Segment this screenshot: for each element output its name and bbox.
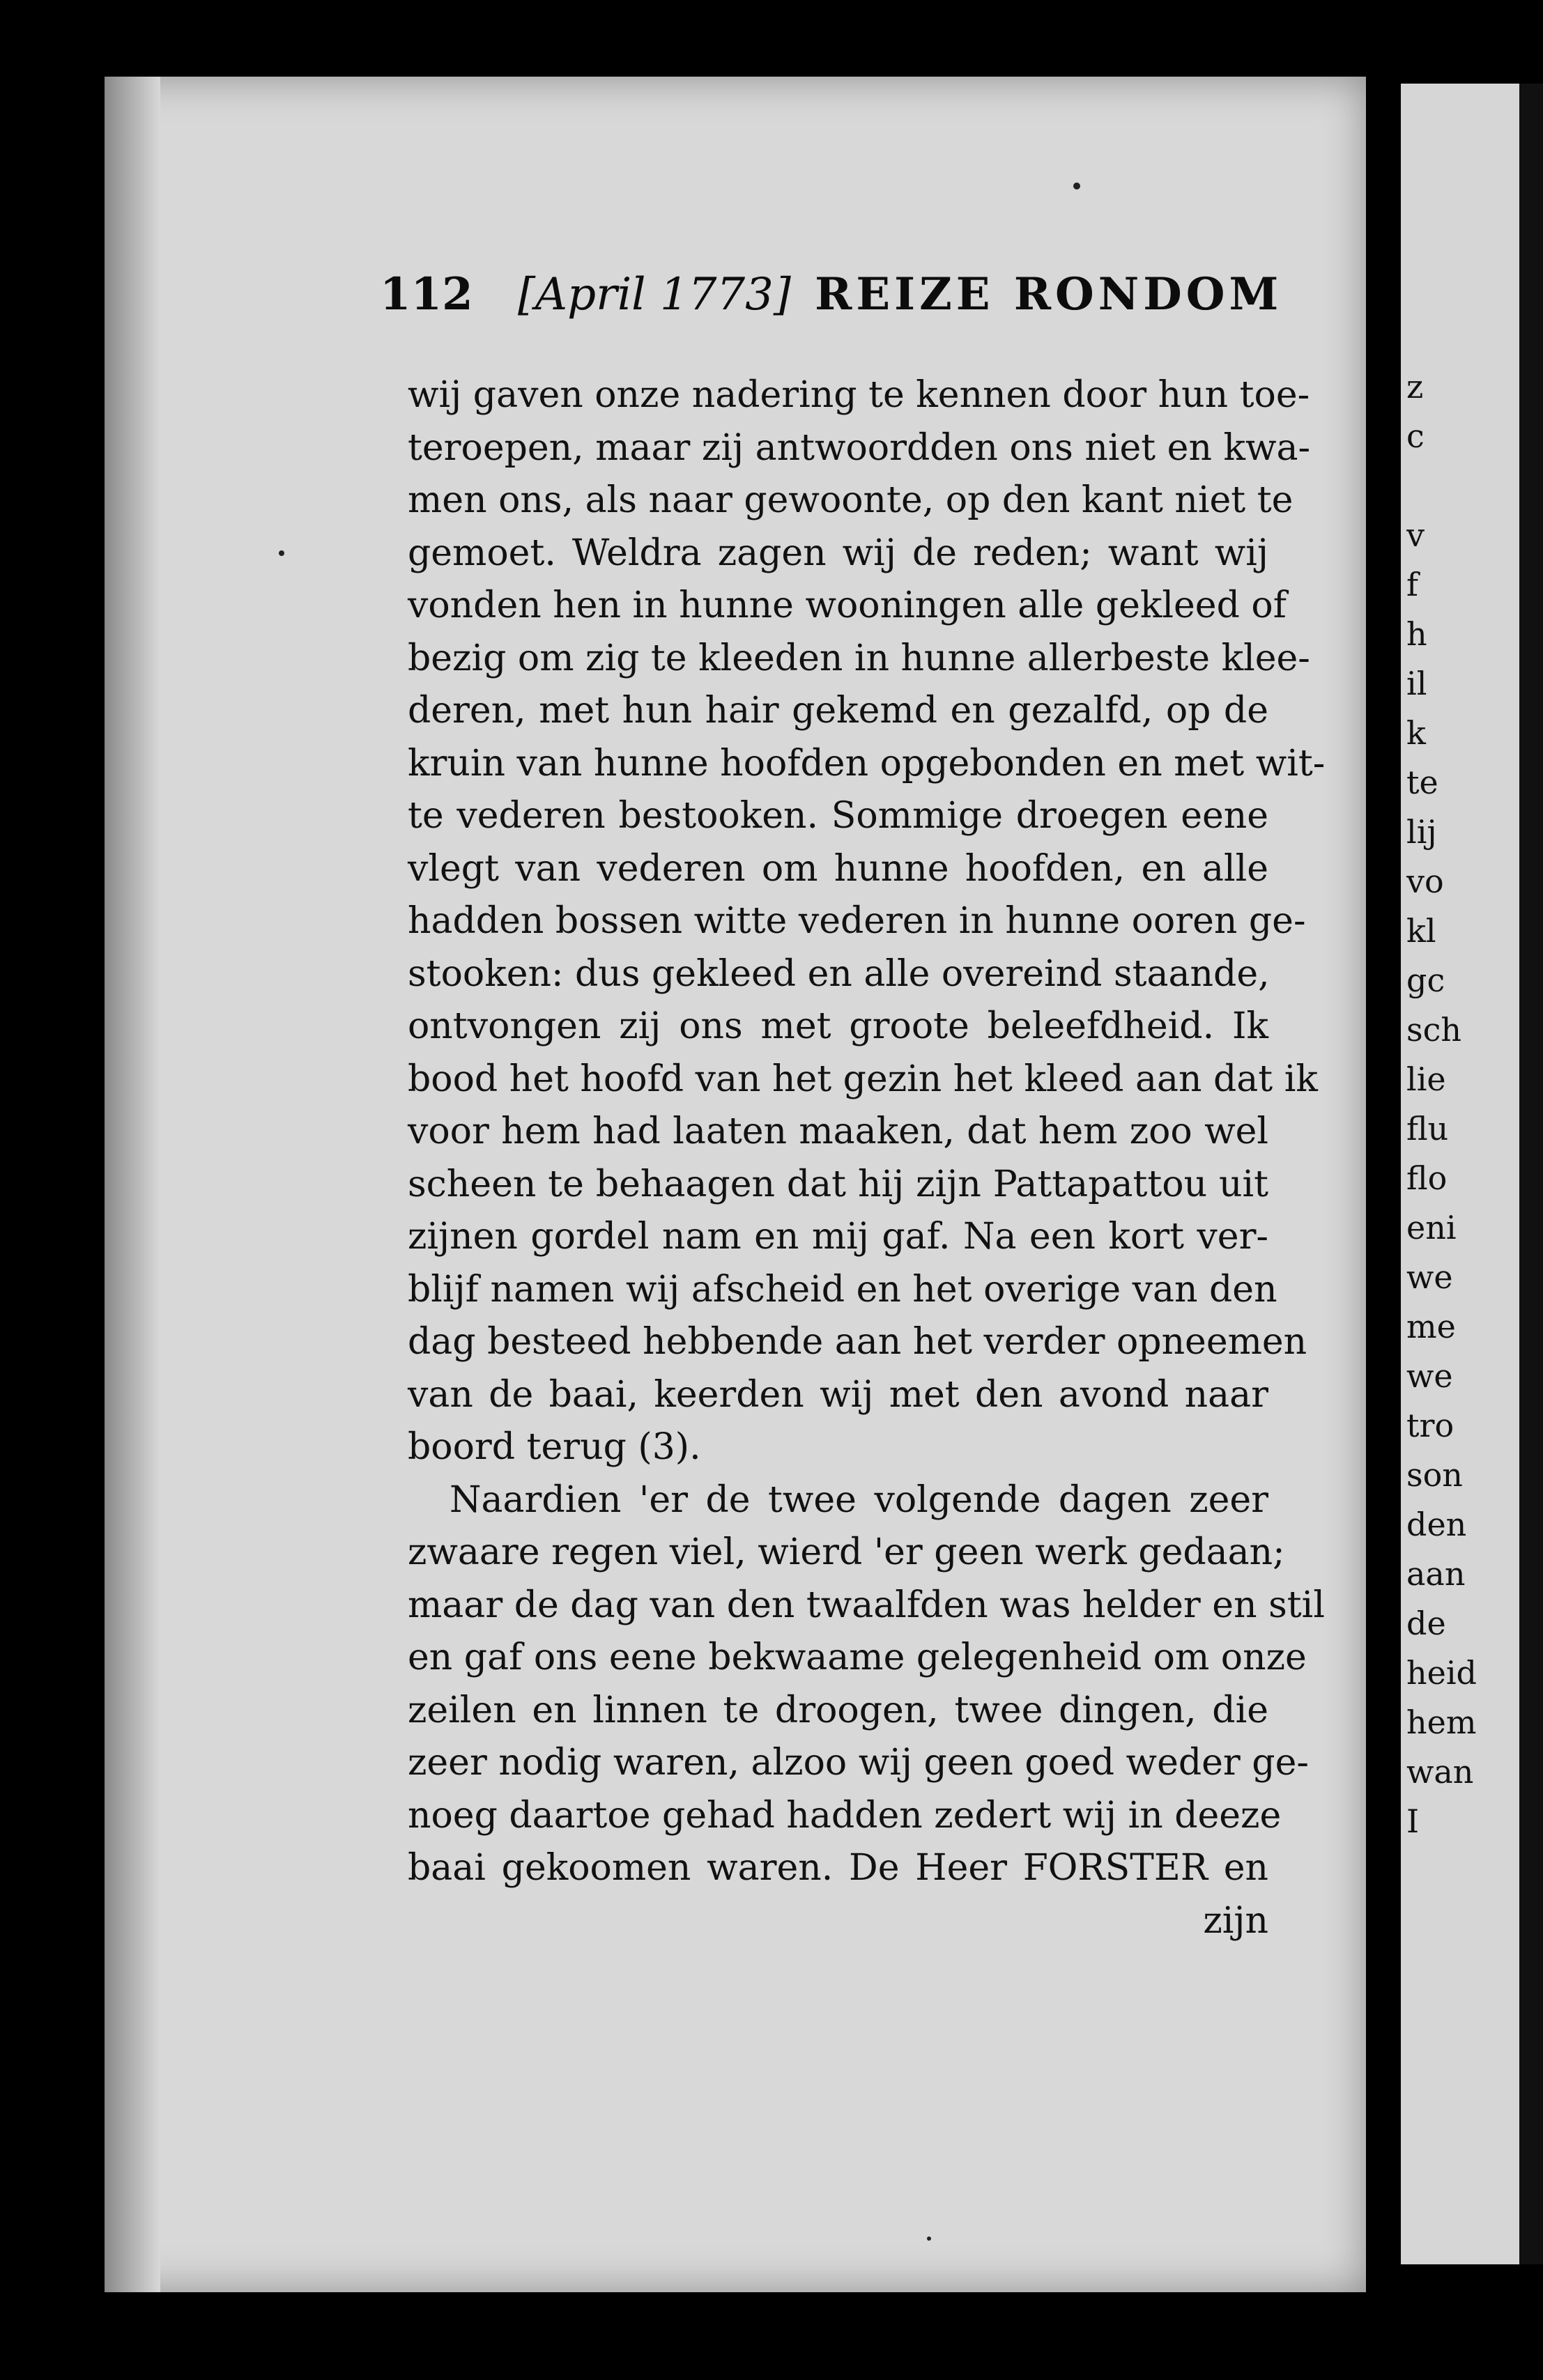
facing-line: il: [1406, 665, 1427, 702]
text-line: en gaf ons eene bekwaame gelegenheid om onze: [408, 1637, 1307, 1678]
facing-line: wan: [1406, 1753, 1474, 1791]
ink-speck: [1073, 183, 1080, 190]
facing-line: kl: [1406, 912, 1436, 950]
facing-line: tro: [1406, 1407, 1454, 1444]
facing-line: me: [1406, 1308, 1456, 1345]
text-line: dag besteed hebbende aan het verder opneemen: [408, 1321, 1307, 1363]
page-gutter-shadow: [105, 77, 160, 2292]
facing-line: lij: [1406, 813, 1437, 851]
text-line: noeg daartoe gehad hadden zedert wij in deeze: [408, 1794, 1282, 1837]
text-line: voor hem had laaten maaken, dat hem zoo wel: [408, 1111, 1268, 1152]
text-line: bezig om zig te kleeden in hunne allerbeste klee-: [408, 637, 1310, 679]
text-line: te vederen bestooken. Sommige droegen eene: [408, 795, 1268, 837]
text-line: vlegt van vederen om hunne hoofden, en alle: [408, 847, 1268, 890]
body-text: [408, 369, 1326, 1972]
text-line: baai gekoomen waren. De Heer FORSTER en: [408, 1847, 1268, 1889]
facing-line: z: [1406, 368, 1424, 405]
text-line: blijf namen wij afscheid en het overige van den: [408, 1268, 1277, 1311]
ink-speck: [927, 2236, 931, 2241]
text-line: maar de dag van den twaalfden was helder en stil: [408, 1584, 1325, 1626]
text-line: zeilen en linnen te droogen, twee dingen, die: [408, 1689, 1268, 1731]
text-line: deren, met hun hair gekemd en gezalfd, op de: [408, 690, 1268, 732]
facing-line: eni: [1406, 1209, 1457, 1246]
text-line: Naardien 'er de twee volgende dagen zeer: [450, 1478, 1268, 1521]
facing-line: heid: [1406, 1654, 1477, 1692]
facing-line: te: [1406, 764, 1438, 801]
facing-line: I: [1406, 1802, 1420, 1840]
facing-line: [1406, 461, 1525, 511]
facing-page-text: [1406, 362, 1525, 1965]
facing-line: flo: [1406, 1159, 1448, 1197]
running-header: [380, 268, 1286, 331]
text-line: van de baai, keerden wij met den avond naar: [408, 1373, 1268, 1416]
text-line: bood het hoofd van het gezin het kleed aan dat ik: [408, 1058, 1318, 1100]
text-line: zwaare regen viel, wierd 'er geen werk gedaan;: [408, 1531, 1285, 1573]
text-line: gemoet. Weldra zagen wij de reden; want wij: [408, 532, 1268, 574]
facing-line: de: [1406, 1605, 1446, 1642]
facing-line: k: [1406, 714, 1426, 752]
facing-line: c: [1406, 417, 1425, 455]
facing-line: lie: [1406, 1060, 1446, 1098]
text-line: wij gaven onze nadering te kennen door hun toe-: [408, 374, 1310, 416]
facing-line: gc: [1406, 961, 1445, 999]
facing-line: h: [1406, 615, 1427, 653]
text-line: scheen te behaagen dat hij zijn Pattapattou uit: [408, 1163, 1268, 1205]
header-date: [April 1773]: [517, 269, 791, 320]
text-line: men ons, als naar gewoonte, op den kant niet te: [408, 479, 1293, 521]
facing-line: sch: [1406, 1011, 1461, 1049]
catchword: zijn: [1203, 1899, 1268, 1942]
text-line: zijnen gordel nam en mij gaf. Na een kort ver-: [408, 1216, 1268, 1258]
facing-line: flu: [1406, 1110, 1449, 1148]
facing-line: v: [1406, 516, 1425, 554]
facing-line: vo: [1406, 863, 1444, 900]
facing-line: son: [1406, 1456, 1463, 1494]
facing-line: den: [1406, 1506, 1467, 1543]
text-line: hadden bossen witte vederen in hunne ooren ge-: [408, 900, 1306, 942]
page-number: 112: [380, 268, 473, 320]
text-line: stooken: dus gekleed en alle overeind staande,: [408, 952, 1270, 995]
facing-line: aan: [1406, 1555, 1466, 1593]
facing-line: f: [1406, 566, 1419, 603]
text-line: zeer nodig waren, alzoo wij geen goed weder ge-: [408, 1742, 1309, 1784]
text-line: boord terug (3).: [408, 1426, 701, 1468]
text-line: teroepen, maar zij antwoordden ons niet en kwa-: [408, 426, 1311, 469]
facing-line: hem: [1406, 1703, 1477, 1741]
text-line: ontvongen zij ons met groote beleefdheid. Ik: [408, 1005, 1268, 1047]
facing-line: we: [1406, 1258, 1453, 1296]
ink-speck: [279, 550, 284, 556]
header-title: REIZE RONDOM: [815, 268, 1283, 320]
text-line: kruin van hunne hoofden opgebonden en met wit-: [408, 742, 1326, 785]
facing-line: we: [1406, 1357, 1453, 1395]
text-line: vonden hen in hunne wooningen alle gekleed of: [408, 585, 1287, 626]
